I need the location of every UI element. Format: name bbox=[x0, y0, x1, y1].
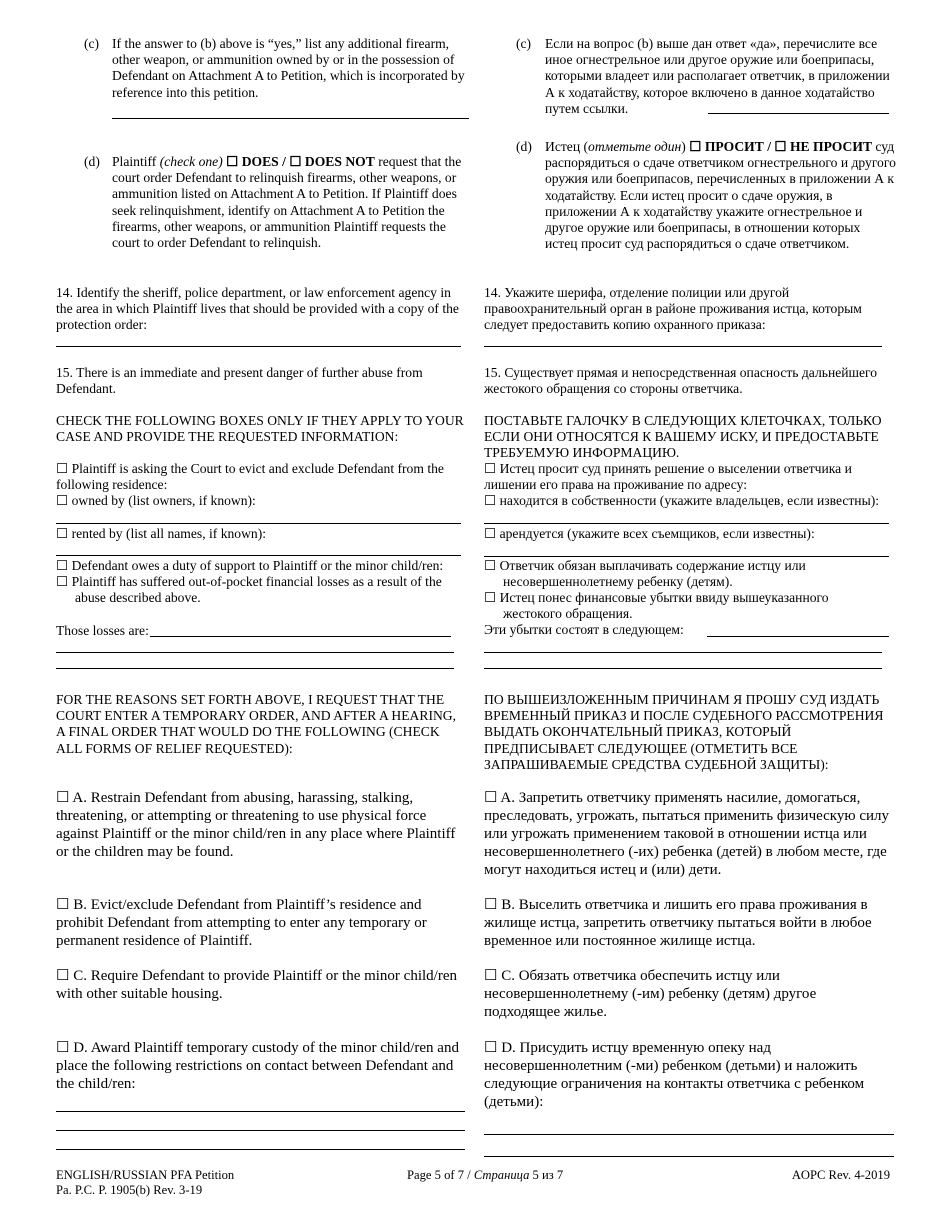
right-losses-line-1[interactable] bbox=[707, 636, 889, 637]
left-check-heading: CHECK THE FOLLOWING BOXES ONLY IF THEY APPLY TO YOUR CASE AND PROVIDE THE REQUESTED INFORMATION: bbox=[56, 413, 464, 445]
right-relief-a-checkbox[interactable]: ☐ A. Запретить ответчику применять насилие, домогаться, преследовать, угрожать, пытаться применить физическую силу или угрожать применением таковой в отношении истца или несовершеннолетнего (-их) ребенка (детей) в любом месте, где могут находиться истец и (или) дети. bbox=[484, 790, 890, 878]
left-relief-a-checkbox[interactable]: ☐ A. Restrain Defendant from abusing, harassing, stalking, threatening, or attempting or threatening to use physical force against Plaintiff or the minor child/ren in any place where Plaintiff or the children may be found. bbox=[56, 790, 456, 860]
right-item-c bbox=[516, 36, 896, 117]
left-relief-d-line-2[interactable] bbox=[56, 1130, 465, 1131]
right-owned-line[interactable] bbox=[484, 523, 889, 524]
left-item-c-label: (c) bbox=[84, 36, 100, 51]
left-item-c-line[interactable] bbox=[112, 118, 469, 119]
left-relief-c-checkbox[interactable]: ☐ C. Require Defendant to provide Plaintiff or the minor child/ren with other suitable housing. bbox=[56, 968, 457, 1002]
left-item-d-check-one: (check one) bbox=[159, 154, 223, 169]
left-reasons-heading: FOR THE REASONS SET FORTH ABOVE, I REQUEST THAT THE COURT ENTER A TEMPORARY ORDER, AND AFTER A HEARING, A FINAL ORDER THAT WOULD DO THE FOLLOWING (CHECK ALL FORMS OF RELIEF REQUESTED): bbox=[56, 692, 456, 756]
footer-revision: AOPC Rev. 4-2019 bbox=[791, 1168, 890, 1182]
right-item-c-text: Если на вопрос (b) выше дан ответ «да», перечислите все иное огнестрельное или другое оружие или боеприпасы, которыми владеет или располагает ответчик, в приложении А к ходатайству, которое включено в данное ходатайство путем ссылки. bbox=[545, 36, 890, 116]
left-item-d-text: request that the court order Defendant to relinquish firearms, other weapons, or ammunition listed on Attachment A to Petition. If Plaintiff does seek relinquishment, identify on Attachment A to Petition the firearms, other weapons, or ammunition Plaintiff requests the court to order Defendant to relinquish. bbox=[112, 154, 462, 251]
right-question-14: 14. Укажите шерифа, отделение полиции или другой правоохранительный орган в районе проживания истца, которым следует предоставить копию охранного приказа: bbox=[484, 285, 862, 333]
right-item-d-label: (d) bbox=[516, 139, 532, 154]
left-evict-checkbox[interactable]: ☐ Plaintiff is asking the Court to evict and exclude Defendant from the following residence: bbox=[56, 461, 444, 493]
left-item-d-plaintiff: Plaintiff bbox=[112, 154, 157, 169]
left-owned-checkbox[interactable]: ☐ owned by (list owners, if known): bbox=[56, 493, 256, 508]
right-owned-checkbox[interactable]: ☐ находится в собственности (укажите владельцев, если известны): bbox=[484, 493, 880, 508]
left-relief-b-checkbox[interactable]: ☐ B. Evict/exclude Defendant from Plaintiff’s residence and prohibit Defendant from attempting to enter any temporary or permanent residence of Plaintiff. bbox=[56, 897, 427, 949]
right-rented-line[interactable] bbox=[484, 556, 889, 557]
left-rented-checkbox[interactable]: ☐ rented by (list all names, if known): bbox=[56, 526, 267, 541]
left-question-14-line[interactable] bbox=[56, 346, 461, 347]
right-relief-c-checkbox[interactable]: ☐ C. Обязать ответчика обеспечить истцу или несовершеннолетнему (-им) ребенку (детям) другое подходящее жилье. bbox=[484, 968, 817, 1020]
right-item-d-close: ) bbox=[681, 139, 686, 154]
right-rented-checkbox[interactable]: ☐ арендуется (укажите всех съемщиков, если известны): bbox=[484, 526, 815, 541]
right-losses-text-2: жестокого обращения. bbox=[503, 606, 633, 622]
footer-form-name: ENGLISH/RUSSIAN PFA Petition bbox=[56, 1168, 235, 1182]
left-relief-d-line-1[interactable] bbox=[56, 1111, 465, 1112]
right-support-text-2: несовершеннолетнему ребенку (детям). bbox=[503, 574, 733, 590]
right-relief-d-line-2[interactable] bbox=[484, 1156, 894, 1157]
right-support-checkbox[interactable] bbox=[484, 558, 894, 590]
footer-page-ru: 5 из 7 bbox=[532, 1168, 564, 1182]
right-item-c-line[interactable] bbox=[708, 113, 889, 114]
left-rented-line[interactable] bbox=[56, 555, 461, 556]
left-losses-checkbox[interactable] bbox=[56, 574, 476, 606]
right-relief-b-checkbox[interactable]: ☐ B. Выселить ответчика и лишить его права проживания в жилище истца, запретить ответчику пытаться войти в любое временное или постоянное жилище истца. bbox=[484, 897, 872, 949]
right-relief-d-line-1[interactable] bbox=[484, 1134, 894, 1135]
right-relief-d-checkbox[interactable]: ☐ D. Присудить истцу временную опеку над несовершеннолетним (-ми) ребенком (детьми) и наложить следующие ограничения на контакты ответчика с ребенком (детьми): bbox=[484, 1040, 865, 1110]
left-item-d bbox=[84, 154, 474, 251]
left-losses-label: Those losses are: bbox=[56, 623, 149, 638]
right-support-text-1: ☐ Ответчик обязан выплачивать содержание истцу или bbox=[484, 558, 806, 573]
right-losses-checkbox[interactable] bbox=[484, 590, 894, 622]
right-item-d-check-one: отметьте один bbox=[588, 139, 682, 154]
right-item-d-plaintiff: Истец ( bbox=[545, 139, 589, 154]
right-item-d bbox=[516, 139, 896, 252]
footer-page-en: Page 5 of 7 / bbox=[407, 1168, 471, 1182]
right-check-heading: ПОСТАВЬТЕ ГАЛОЧКУ В СЛЕДУЮЩИХ КЛЕТОЧКАХ, ТОЛЬКО ЕСЛИ ОНИ ОТНОСЯТСЯ К ВАШЕМУ ИСКУ, И ПРЕДОСТАВЬТЕ ТРЕБУЕМУЮ ИНФОРМАЦИЮ. bbox=[484, 413, 882, 461]
footer-rule: Pa. P.C. P. 1905(b) Rev. 3-19 bbox=[56, 1183, 203, 1197]
footer-page-number bbox=[407, 1168, 607, 1183]
right-losses-label: Эти убытки состоят в следующем: bbox=[484, 622, 684, 637]
left-question-14: 14. Identify the sheriff, police department, or law enforcement agency in the area in which Plaintiff lives that should be provided with a copy of the protection order: bbox=[56, 285, 459, 333]
left-support-checkbox[interactable]: ☐ Defendant owes a duty of support to Plaintiff or the minor child/ren: bbox=[56, 558, 444, 573]
right-item-d-options[interactable]: ☐ ПРОСИТ / ☐ НЕ ПРОСИТ bbox=[689, 139, 873, 154]
footer-form-info bbox=[56, 1168, 316, 1198]
left-losses-line-3[interactable] bbox=[56, 668, 454, 669]
left-losses-text-1: ☐ Plaintiff has suffered out-of-pocket financial losses as a result of the bbox=[56, 574, 442, 589]
right-evict-checkbox[interactable]: ☐ Истец просит суд принять решение о выселении ответчика и лишении его права на проживание по адресу: bbox=[484, 461, 852, 493]
left-item-c-text: If the answer to (b) above is “yes,” list any additional firearm, other weapon, or ammunition owned by or in the possession of Defendant on Attachment A to Petition, which is incorporated by reference into this petition. bbox=[112, 36, 465, 100]
left-losses-text-2: abuse described above. bbox=[75, 590, 201, 606]
right-losses-text-1: ☐ Истец понес финансовые убытки ввиду вышеуказанного bbox=[484, 590, 829, 605]
left-losses-line-2[interactable] bbox=[56, 652, 454, 653]
right-reasons-heading: ПО ВЫШЕИЗЛОЖЕННЫМ ПРИЧИНАМ Я ПРОШУ СУД ИЗДАТЬ ВРЕМЕННЫЙ ПРИКАЗ И ПОСЛЕ СУДЕБНОГО РАССМОТРЕНИЯ ВЫДАТЬ ОКОНЧАТЕЛЬНЫЙ ПРИКАЗ, КОТОРЫЙ ПРЕДПИСЫВАЕТ СЛЕДУЮЩЕЕ (ОТМЕТИТЬ ВСЕ ЗАПРАШИВАЕМЫЕ СРЕДСТВА СУДЕБНОЙ ЗАЩИТЫ): bbox=[484, 692, 884, 772]
right-item-d-text: суд распорядиться о сдаче ответчиком огнестрельного и другого оружия или боеприпасов, перечисленных в приложении А к ходатайству. Если истец просит о сдаче оружия, в приложении А к ходатайству укажите огнестрельное и другое оружие или боеприпасы, в отношении которых истец просит суд распорядиться о сдаче ответчиком. bbox=[545, 139, 896, 252]
left-item-d-label: (d) bbox=[84, 154, 100, 169]
left-relief-d-line-3[interactable] bbox=[56, 1149, 465, 1150]
right-item-c-label: (c) bbox=[516, 36, 532, 51]
left-item-c bbox=[84, 36, 474, 101]
left-item-d-options[interactable]: ☐ DOES / ☐ DOES NOT bbox=[226, 154, 375, 169]
footer-page-ru-word: Страница bbox=[473, 1168, 530, 1182]
left-relief-d-checkbox[interactable]: ☐ D. Award Plaintiff temporary custody of the minor child/ren and place the following restrictions on contact between Defendant and the child/ren: bbox=[56, 1040, 459, 1092]
right-losses-line-2[interactable] bbox=[484, 652, 882, 653]
left-question-15: 15. There is an immediate and present danger of further abuse from Defendant. bbox=[56, 365, 423, 397]
left-losses-line-1[interactable] bbox=[150, 636, 451, 637]
left-owned-line[interactable] bbox=[56, 523, 461, 524]
right-question-14-line[interactable] bbox=[484, 346, 882, 347]
right-losses-line-3[interactable] bbox=[484, 668, 882, 669]
right-question-15: 15. Существует прямая и непосредственная опасность дальнейшего жестокого обращения со стороны ответчика. bbox=[484, 365, 878, 397]
